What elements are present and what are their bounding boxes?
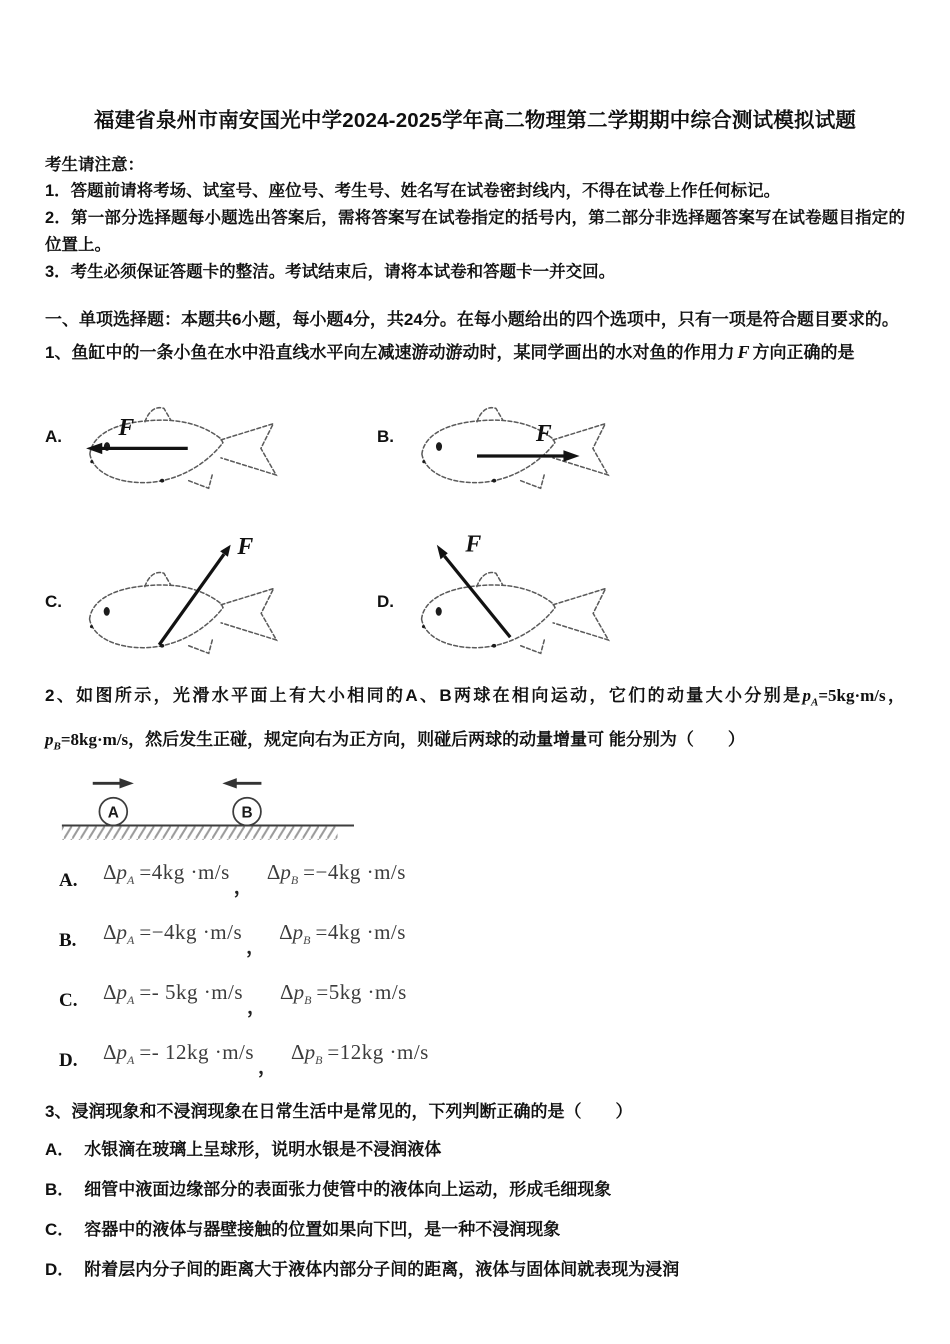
- fish-figure-d: [410, 518, 620, 661]
- formula-comma: ，: [247, 996, 267, 1018]
- notice-item-1: 1．答题前请将考场、试室号、座位号、考生号、姓名写在试卷密封线内，不得在试卷上作任何标记。: [45, 182, 781, 200]
- q2-stem: 2、如图所示，光滑水平面上有大小相同的A、B两球在相向运动，它们的动量大小分别是$p_A=5kg\cdot m/s$，$p_B=8kg\cdot m/s$，然后发生正碰，规定向右为正方向，则碰后两球的动量增量可 能分别为（ ）: [45, 686, 906, 753]
- option-label: C．: [45, 1219, 75, 1239]
- q1-option-d: [377, 518, 905, 661]
- force-label: F: [118, 415, 135, 442]
- ball-b-label: B: [241, 804, 253, 822]
- option-text: 容器中的液体与器壁接触的位置如果向下凹，是一种不浸润现象: [84, 1219, 561, 1239]
- option-label: D.: [377, 592, 394, 611]
- momentum-a-symbol: p: [802, 686, 811, 705]
- force-arrow-right-icon: [477, 450, 580, 461]
- momentum-b-symbol: p: [45, 730, 54, 750]
- q3-options: [45, 1138, 905, 1282]
- velocity-arrow-a-icon: [93, 778, 134, 788]
- force-arrow-up-right-icon: [159, 545, 231, 645]
- option-text: 细管中液面边缘部分的表面张力使管中的液体向上运动，形成毛细现象: [84, 1179, 612, 1199]
- delta-p-a-formula: $\Delta p_A =-4kg \cdot m/s$: [103, 919, 243, 947]
- ground-hatch: [62, 826, 338, 839]
- delta-p-b-formula: $\Delta p_B =5kg \cdot m/s$: [280, 979, 407, 1007]
- momentum-b-value: =8kg·m/s，: [60, 730, 146, 750]
- momentum-a-value: =5kg·m/s，: [818, 686, 906, 705]
- q3-option-c: [45, 1218, 905, 1242]
- section-heading: 一、单项选择题：本题共6小题，每小题4分，共24分。在每小题给出的四个选项中，只有一项是符合题目要求的。: [45, 310, 899, 329]
- q1-option-a: [45, 399, 377, 494]
- q2-option-c: [45, 980, 905, 1024]
- option-label: C.: [45, 592, 62, 611]
- option-label: B．: [45, 1179, 75, 1199]
- delta-p-b-formula: $\Delta p_B =-4kg \cdot m/s$: [266, 859, 406, 887]
- ball-a-label: A: [107, 804, 119, 822]
- q2-options: [45, 860, 905, 1084]
- delta-p-a-formula: $\Delta p_A =- 5kg \cdot m/s$: [103, 979, 244, 1007]
- option-text: 附着层内分子间的距离大于液体内部分子间的距离，液体与固体间就表现为浸润: [84, 1259, 680, 1279]
- formula-comma: ，: [246, 936, 266, 958]
- force-label: F: [465, 531, 482, 558]
- formula-comma: ，: [233, 876, 253, 898]
- option-label: B.: [377, 427, 394, 446]
- option-label: D.: [59, 1049, 78, 1071]
- force-symbol: F: [737, 342, 750, 362]
- q1-option-c: [45, 518, 377, 661]
- option-label: B.: [59, 929, 77, 951]
- fish-figure-b: [410, 399, 620, 494]
- notice-item-2: 2．第一部分选择题每小题选出答案后，需将答案写在试卷指定的括号内，第二部分非选择题答案写在试卷题目指定的位置上。: [45, 209, 905, 254]
- q1-option-b: [377, 399, 905, 494]
- option-label: D．: [45, 1259, 75, 1279]
- q3-option-a: [45, 1138, 905, 1162]
- q1-stem: 1、鱼缸中的一条小鱼在水中沿直线水平向左减速游动游动时，某同学画出的水对鱼的作用力 F 方向正确的是: [45, 342, 855, 362]
- q3-stem: 3、浸润现象和不浸润现象在日常生活中是常见的，下列判断正确的是（ ）: [45, 1101, 633, 1121]
- q2-collision-diagram: [55, 772, 365, 844]
- q3-option-b: [45, 1178, 905, 1202]
- delta-p-a-formula: $\Delta p_A =- 12kg \cdot m/s$: [103, 1039, 255, 1067]
- fish-figure-a: [78, 399, 288, 494]
- option-label: A．: [45, 1139, 75, 1159]
- force-arrow-left-icon: [86, 443, 188, 454]
- option-label: A.: [59, 869, 78, 891]
- page-title: 福建省泉州市南安国光中学2024-2025学年高二物理第二学期期中综合测试模拟试题: [93, 109, 857, 132]
- velocity-arrow-b-icon: [222, 778, 261, 788]
- fish-figure-c: [78, 518, 288, 661]
- q2-option-a: [45, 860, 905, 904]
- formula-comma: ，: [258, 1056, 278, 1078]
- q2-option-d: [45, 1040, 905, 1084]
- force-arrow-up-left-icon: [437, 545, 510, 637]
- q2-option-b: [45, 920, 905, 964]
- q3-option-d: [45, 1258, 905, 1282]
- option-label: A.: [45, 427, 62, 446]
- q1-options-figure-grid: [45, 399, 905, 661]
- delta-p-b-formula: $\Delta p_B =12kg \cdot m/s$: [291, 1039, 429, 1067]
- delta-p-a-formula: $\Delta p_A =4kg \cdot m/s$: [103, 859, 230, 887]
- force-label: F: [237, 534, 254, 561]
- notice-heading: 考生请注意：: [45, 156, 144, 174]
- option-text: 水银滴在玻璃上呈球形，说明水银是不浸润液体: [84, 1139, 442, 1159]
- option-label: C.: [59, 989, 78, 1011]
- delta-p-b-formula: $\Delta p_B =4kg \cdot m/s$: [279, 919, 406, 947]
- notice-item-3: 3．考生必须保证答题卡的整洁。考试结束后，请将本试卷和答题卡一并交回。: [45, 263, 616, 281]
- force-label: F: [535, 420, 552, 447]
